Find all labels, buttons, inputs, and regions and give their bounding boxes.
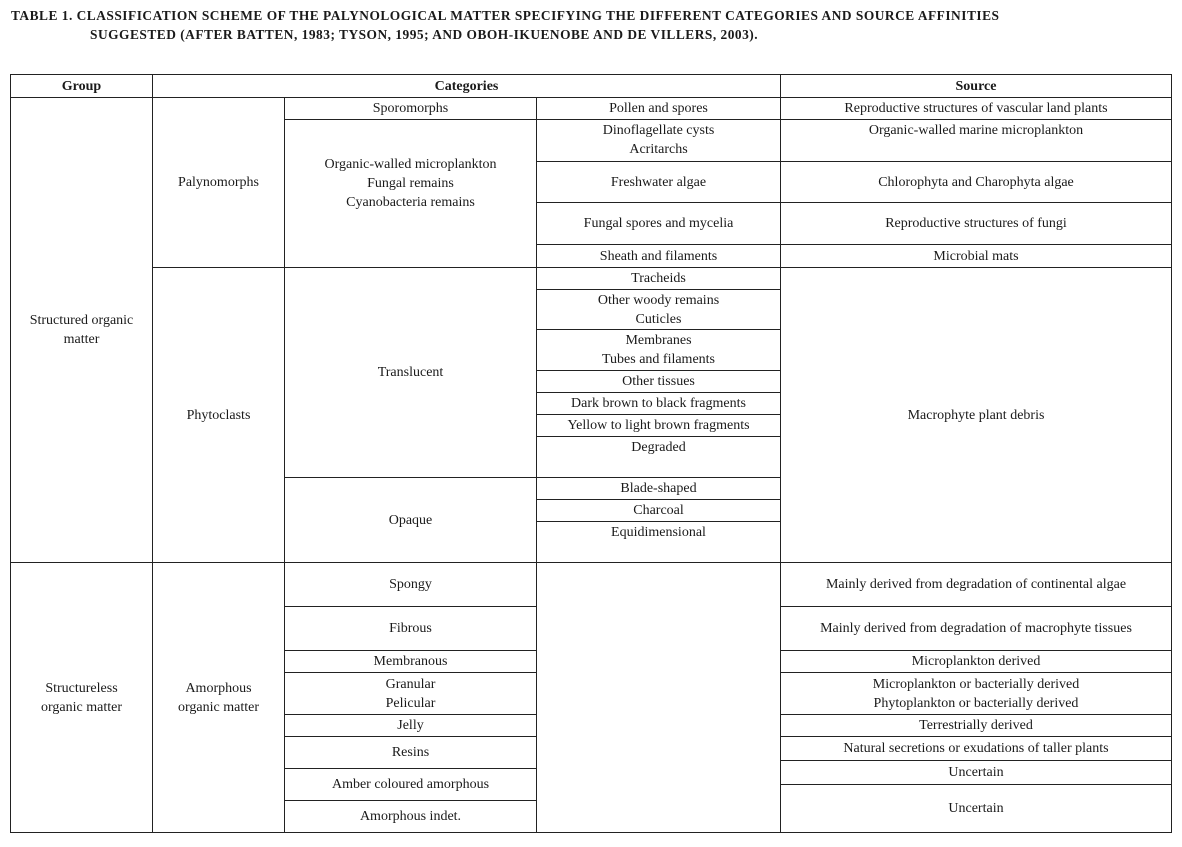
source-text: Microplankton or bacterially derived — [872, 676, 1080, 692]
source-bacterial — [780, 672, 1172, 715]
subcat-empty — [536, 562, 781, 833]
source-macrophyte: Macrophyte plant debris — [780, 267, 1172, 563]
category-owm — [284, 119, 537, 268]
subcat-text: Tubes and filaments — [601, 352, 716, 367]
group-structured — [10, 97, 153, 563]
subcat-woody — [536, 289, 781, 330]
source-uncertain-1: Uncertain — [780, 760, 1172, 785]
subcat-yellow: Yellow to light brown fragments — [536, 414, 781, 437]
subcat-freshwater: Freshwater algae — [536, 161, 781, 203]
group-text: organic matter — [41, 699, 122, 715]
source-microplankton: Microplankton derived — [780, 650, 1172, 673]
subcat-degraded: Degraded — [536, 436, 781, 478]
source-macrophyte-tissues: Mainly derived from degradation of macrophyte tissues — [780, 606, 1172, 651]
subcat-text: Acritarchs — [629, 142, 688, 157]
subcat-other-tissues: Other tissues — [536, 370, 781, 393]
category-jelly: Jelly — [284, 714, 537, 737]
category-text: Cyanobacteria remains — [346, 195, 475, 210]
category-text: Pelicular — [385, 695, 436, 711]
category-indet: Amorphous indet. — [284, 800, 537, 833]
source-vascular: Reproductive structures of vascular land plants — [780, 97, 1172, 120]
source-continental-algae: Mainly derived from degradation of continental algae — [780, 562, 1172, 607]
group-text: Structureless — [45, 680, 118, 696]
source-secretions: Natural secretions or exudations of taller plants — [780, 736, 1172, 761]
category-text: Granular — [385, 676, 436, 692]
header-group: Group — [10, 74, 153, 98]
category-opaque: Opaque — [284, 477, 537, 563]
subcat-blade: Blade-shaped — [536, 477, 781, 500]
subcat-text: Dinoflagellate cysts — [602, 123, 715, 138]
subcat-dino — [536, 119, 781, 162]
source-text: Phytoplankton or bacterially derived — [873, 695, 1079, 711]
classification-table — [11, 75, 1172, 833]
category-fibrous: Fibrous — [284, 606, 537, 651]
source-marine: Organic-walled marine microplankton — [780, 119, 1172, 162]
subcat-text: Other woody remains — [597, 292, 720, 308]
subgroup-text: Amorphous — [185, 680, 252, 696]
source-mats: Microbial mats — [780, 244, 1172, 268]
group-text: matter — [63, 332, 100, 347]
caption-line-1: TABLE 1. CLASSIFICATION SCHEME OF THE PALYNOLOGICAL MATTER SPECIFYING THE DIFFERENT CATEGORIES AND SOURCE AFFINITIES — [11, 8, 1000, 23]
category-text: Organic-walled microplankton — [324, 157, 497, 172]
category-amber: Amber coloured amorphous — [284, 768, 537, 801]
category-spongy: Spongy — [284, 562, 537, 607]
subcat-pollen: Pollen and spores — [536, 97, 781, 120]
source-chloro: Chlorophyta and Charophyta algae — [780, 161, 1172, 203]
subcat-dark: Dark brown to black fragments — [536, 392, 781, 415]
table-caption — [11, 6, 1179, 44]
category-resins: Resins — [284, 736, 537, 769]
category-translucent: Translucent — [284, 267, 537, 478]
group-structureless — [10, 562, 153, 833]
subgroup-amorphous — [152, 562, 285, 833]
header-categories: Categories — [152, 74, 781, 98]
caption-line-2: SUGGESTED (AFTER BATTEN, 1983; TYSON, 1995; AND OBOH-IKUENOBE AND DE VILLERS, 2003). — [90, 27, 759, 42]
subgroup-text: organic matter — [178, 699, 259, 715]
source-fungi: Reproductive structures of fungi — [780, 202, 1172, 245]
subcat-charcoal: Charcoal — [536, 499, 781, 522]
source-terrestrial: Terrestrially derived — [780, 714, 1172, 737]
subgroup-phytoclasts: Phytoclasts — [152, 267, 285, 563]
subcat-membranes — [536, 329, 781, 371]
category-text: Fungal remains — [367, 176, 454, 191]
subcat-text: Membranes — [625, 333, 692, 348]
category-membranous: Membranous — [284, 650, 537, 673]
subcat-fungal: Fungal spores and mycelia — [536, 202, 781, 245]
subcat-equi: Equidimensional — [536, 521, 781, 563]
subgroup-palynomorphs: Palynomorphs — [152, 97, 285, 268]
header-source: Source — [780, 74, 1172, 98]
group-text: Structured organic — [29, 313, 134, 328]
subcat-text: Cuticles — [635, 311, 682, 327]
subcat-tracheids: Tracheids — [536, 267, 781, 290]
category-granular-pelicular — [284, 672, 537, 715]
source-uncertain-2: Uncertain — [780, 784, 1172, 833]
category-sporomorphs: Sporomorphs — [284, 97, 537, 120]
subcat-sheath: Sheath and filaments — [536, 244, 781, 268]
